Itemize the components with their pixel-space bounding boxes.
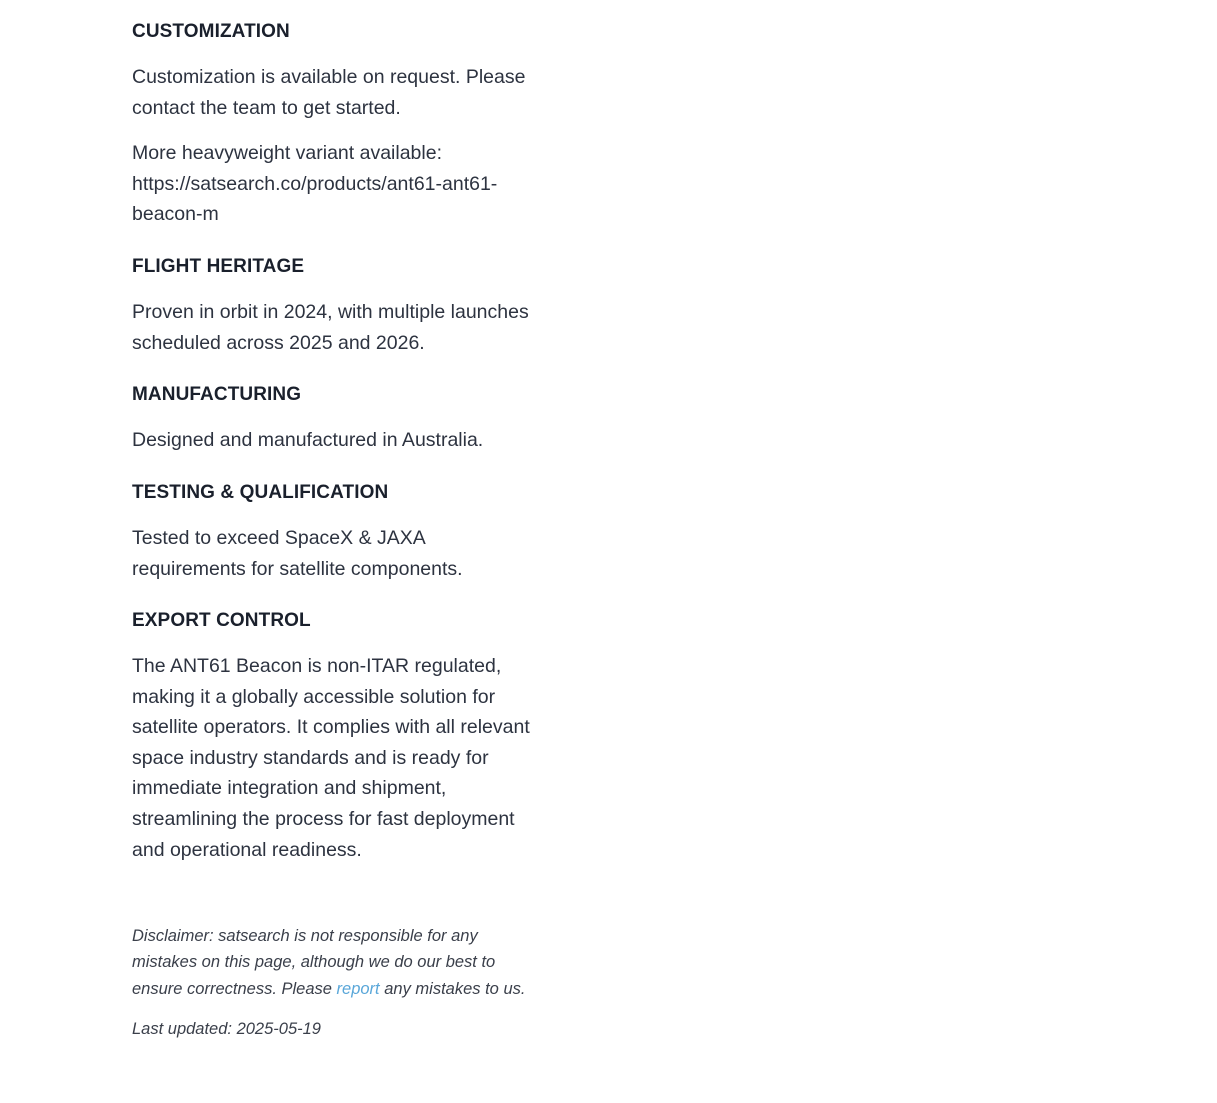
last-updated: Last updated: 2025-05-19	[132, 1020, 321, 1038]
flight-heritage-paragraph: Proven in orbit in 2024, with multiple launches scheduled across 2025 and 2026.	[132, 301, 529, 354]
customization-heading: CUSTOMIZATION	[132, 21, 290, 42]
customization-paragraph: Customization is available on request. Please contact the team to get started.	[132, 66, 526, 119]
testing-qualification-heading: TESTING & QUALIFICATION	[132, 482, 389, 503]
disclaimer-text-after: any mistakes to us.	[379, 979, 526, 998]
report-link[interactable]: report	[336, 979, 380, 998]
testing-qualification-paragraph: Tested to exceed SpaceX & JAXA requirements for satellite components.	[132, 527, 463, 580]
manufacturing-heading: MANUFACTURING	[132, 384, 302, 405]
disclaimer-text	[132, 923, 542, 1002]
export-control-paragraph: The ANT61 Beacon is non-ITAR regulated, making it a globally accessible solution for satellite operators. It complies with all relevant space industry standards and is ready for immediate integration and shipment, streamlining the process for fast deployment and operational readiness.	[132, 655, 530, 861]
manufacturing-paragraph: Designed and manufactured in Australia.	[132, 429, 484, 451]
heavyweight-variant-paragraph: More heavyweight variant available: https://satsearch.co/products/ant61-ant61-beacon-m	[132, 142, 498, 226]
flight-heritage-heading: FLIGHT HERITAGE	[132, 256, 305, 277]
export-control-heading: EXPORT CONTROL	[132, 610, 311, 631]
disclaimer-text-before: Disclaimer: satsearch is not responsible for any mistakes on this page, although we do our best to ensure correctness. Please	[132, 927, 496, 998]
